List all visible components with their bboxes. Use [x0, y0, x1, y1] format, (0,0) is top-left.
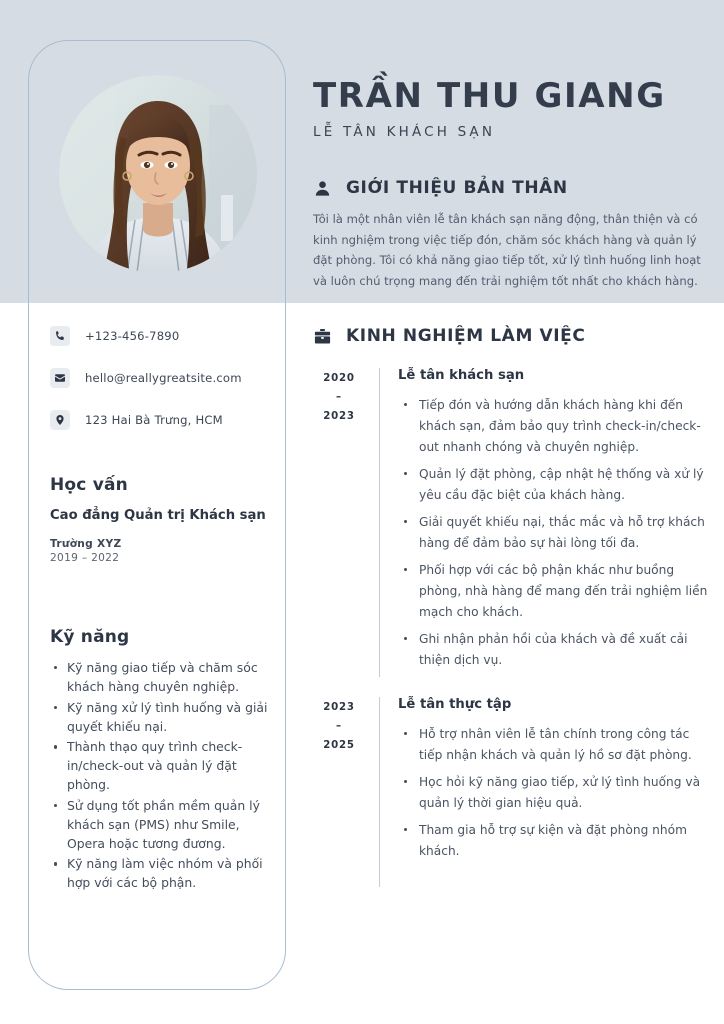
contact-item-phone[interactable]	[50, 326, 275, 346]
experience-item	[313, 368, 709, 677]
about-section-title: GIỚI THIỆU BẢN THÂN	[346, 178, 568, 198]
experience-start-year: 2020	[323, 373, 355, 384]
list-item: Giải quyết khiếu nại, thắc mắc và hỗ trợ khách hàng để đảm bảo sự hài lòng tối đa.	[415, 512, 709, 554]
experience-role: Lễ tân khách sạn	[398, 368, 525, 383]
experience-date-dash: –	[336, 720, 342, 732]
experience-section-title: KINH NGHIỆM LÀM VIỆC	[346, 326, 586, 346]
about-section-header	[313, 178, 709, 198]
education-years: 2019 – 2022	[50, 551, 120, 564]
skills-list	[50, 659, 275, 893]
portrait-photo	[59, 75, 257, 273]
contact-phone-value: +123-456-7890	[85, 329, 180, 343]
experience-date-dash: –	[336, 391, 342, 403]
header-name-block	[313, 78, 703, 140]
contact-list	[50, 326, 275, 452]
person-icon	[313, 179, 332, 198]
experience-start-year: 2023	[323, 701, 355, 713]
list-item: Quản lý đặt phòng, cập nhật hệ thống và xử lý yêu cầu đặc biệt của khách hàng.	[415, 464, 709, 506]
experience-end-year: 2023	[323, 410, 355, 422]
contact-item-email[interactable]	[50, 368, 275, 388]
education-school: Trường XYZ	[50, 537, 122, 550]
skills-section	[50, 627, 275, 895]
education-section-title: Học vấn	[50, 475, 128, 495]
phone-icon	[50, 326, 70, 346]
job-title: LỄ TÂN KHÁCH SẠN	[313, 124, 496, 141]
education-degree: Cao đẳng Quản trị Khách sạn	[50, 508, 266, 523]
briefcase-icon	[313, 327, 332, 346]
list-item: Kỹ năng giao tiếp và chăm sóc khách hàng chuyên nghiệp.	[67, 659, 275, 697]
list-item: Phối hợp với các bộ phận khác như buồng phòng, nhà hàng để mang đến trải nghiệm liền mạch cho khách.	[415, 560, 709, 623]
list-item: Hỗ trợ nhân viên lễ tân chính trong công tác tiếp nhận khách và quản lý hồ sơ đặt phòng.	[415, 724, 709, 766]
about-text: Tôi là một nhân viên lễ tân khách sạn năng động, thân thiện và có kinh nghiệm trong việc tiếp đón, chăm sóc khách hàng và quản lý đặt phòng. Tôi có khả năng giao tiếp tốt, xử lý tình huống linh hoạt và luôn chú trọng mang đến trải nghiệm tốt nhất cho khách hàng.	[313, 212, 701, 288]
location-pin-icon	[50, 410, 70, 430]
experience-body	[380, 368, 709, 677]
experience-date-range	[313, 368, 365, 677]
page-title: TRẦN THU GIANG	[313, 76, 666, 116]
about-section	[313, 178, 709, 303]
list-item: Tiếp đón và hướng dẫn khách hàng khi đến khách sạn, đảm bảo quy trình check-in/check-out nhanh chóng và chuyên nghiệp.	[415, 395, 709, 458]
list-item: Ghi nhận phản hồi của khách và đề xuất cải thiện dịch vụ.	[415, 629, 709, 671]
experience-bullet-list	[398, 724, 709, 862]
contact-email-value: hello@reallygreatsite.com	[85, 371, 242, 385]
experience-section-header	[313, 326, 709, 346]
list-item: Kỹ năng xử lý tình huống và giải quyết khiếu nại.	[67, 699, 275, 737]
list-item: Tham gia hỗ trợ sự kiện và đặt phòng nhóm khách.	[415, 820, 709, 862]
experience-section	[313, 326, 709, 887]
experience-body	[380, 697, 709, 887]
contact-address-value: 123 Hai Bà Trưng, HCM	[85, 413, 223, 427]
experience-bullet-list	[398, 395, 709, 671]
education-section	[50, 475, 275, 564]
experience-list	[313, 368, 709, 887]
contact-item-address[interactable]	[50, 410, 275, 430]
experience-item	[313, 697, 709, 887]
mail-icon	[50, 368, 70, 388]
list-item: Sử dụng tốt phần mềm quản lý khách sạn (PMS) như Smile, Opera hoặc tương đương.	[67, 797, 275, 854]
experience-date-range	[313, 697, 365, 887]
list-item: Kỹ năng làm việc nhóm và phối hợp với các bộ phận.	[67, 855, 275, 893]
experience-end-year: 2025	[323, 739, 355, 751]
experience-role: Lễ tân thực tập	[398, 696, 512, 712]
skills-section-title: Kỹ năng	[50, 627, 130, 647]
list-item: Thành thạo quy trình check-in/check-out và quản lý đặt phòng.	[67, 738, 275, 795]
list-item: Học hỏi kỹ năng giao tiếp, xử lý tình huống và quản lý thời gian hiệu quả.	[415, 772, 709, 814]
